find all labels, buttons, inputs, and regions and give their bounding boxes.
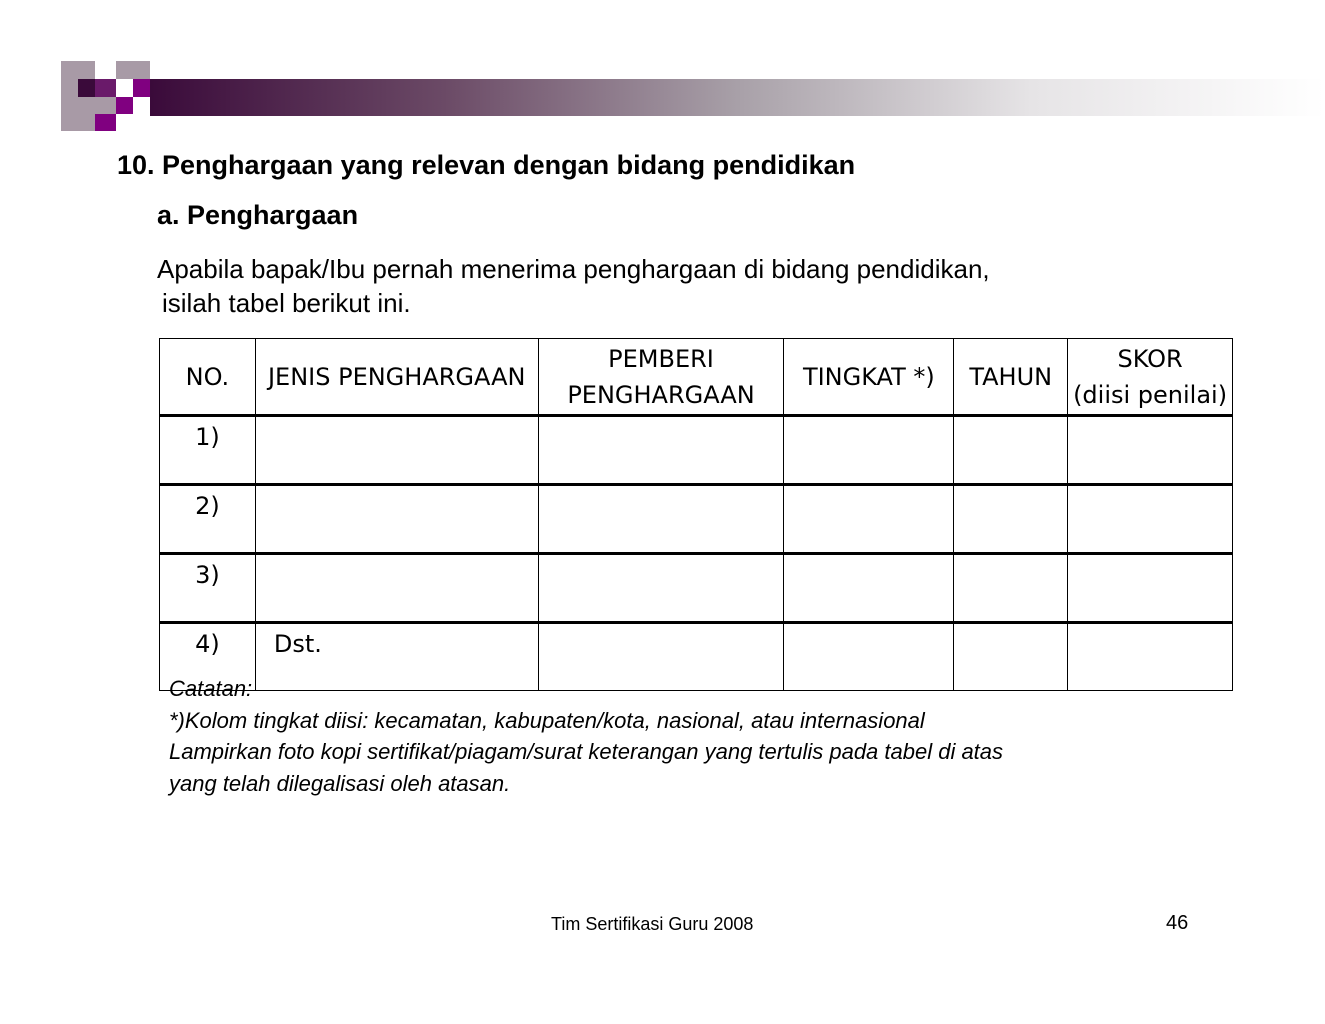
award-table	[159, 338, 1233, 691]
cell-jenis[interactable]: Dst.	[255, 623, 538, 691]
header-jenis: JENIS PENGHARGAAN	[255, 339, 538, 416]
deco-square	[95, 79, 116, 97]
instruction-line-1: Apabila bapak/Ibu pernah menerima penghargaan di bidang pendidikan,	[157, 254, 990, 284]
header-skor-line1: SKOR	[1117, 344, 1183, 373]
cell-no: 1)	[160, 416, 256, 485]
deco-square	[95, 114, 116, 131]
deco-square	[95, 97, 116, 114]
notes-label: Catatan:	[169, 676, 253, 701]
cell-tingkat[interactable]	[784, 485, 954, 554]
page-number: 46	[1166, 912, 1189, 934]
header-pemberi	[538, 339, 784, 416]
cell-tingkat[interactable]	[784, 554, 954, 623]
deco-square	[78, 79, 95, 97]
notes-line-1: *)Kolom tingkat diisi: kecamatan, kabupaten/kota, nasional, atau internasional	[169, 707, 925, 733]
header-no: NO.	[160, 339, 256, 416]
cell-skor[interactable]	[1068, 416, 1233, 485]
header-pemberi-line2: PENGHARGAAN	[567, 380, 755, 409]
cell-tahun[interactable]	[954, 554, 1068, 623]
cell-no: 4)	[160, 623, 256, 691]
cell-tingkat[interactable]	[784, 416, 954, 485]
section-title: 10. Penghargaan yang relevan dengan bidang pendidikan	[117, 150, 856, 180]
deco-square	[116, 97, 133, 114]
header-skor-line2: (diisi penilai)	[1073, 380, 1228, 409]
deco-square	[133, 79, 150, 97]
deco-square	[116, 61, 150, 79]
cell-jenis[interactable]	[255, 416, 538, 485]
section-subtitle: a. Penghargaan	[157, 200, 359, 230]
header-tahun: TAHUN	[954, 339, 1068, 416]
notes-line-2: Lampirkan foto kopi sertifikat/piagam/surat keterangan yang tertulis pada tabel di atas	[169, 739, 1004, 764]
cell-skor[interactable]	[1068, 554, 1233, 623]
cell-jenis[interactable]	[255, 554, 538, 623]
cell-tahun[interactable]	[954, 485, 1068, 554]
table-row	[160, 485, 1233, 554]
footer-credit: Tim Sertifikasi Guru 2008	[551, 914, 754, 934]
cell-skor[interactable]	[1068, 485, 1233, 554]
table-row	[160, 554, 1233, 623]
cell-tahun[interactable]	[954, 416, 1068, 485]
instruction-text	[157, 252, 1207, 320]
notes-line-3: yang telah dilegalisasi oleh atasan.	[169, 770, 511, 796]
table-header-row	[160, 339, 1233, 416]
instruction-line-2: isilah tabel berikut ini.	[162, 288, 411, 318]
cell-pemberi[interactable]	[538, 485, 784, 554]
header-gradient-bar	[150, 79, 1325, 116]
notes-block	[169, 673, 1229, 799]
cell-pemberi[interactable]	[538, 416, 784, 485]
cell-jenis[interactable]	[255, 485, 538, 554]
header-pemberi-line1: PEMBERI	[608, 344, 714, 373]
table-row	[160, 416, 1233, 485]
header-skor	[1068, 339, 1233, 416]
header-tingkat: TINGKAT *)	[784, 339, 954, 416]
cell-no: 3)	[160, 554, 256, 623]
cell-no: 2)	[160, 485, 256, 554]
cell-pemberi[interactable]	[538, 554, 784, 623]
